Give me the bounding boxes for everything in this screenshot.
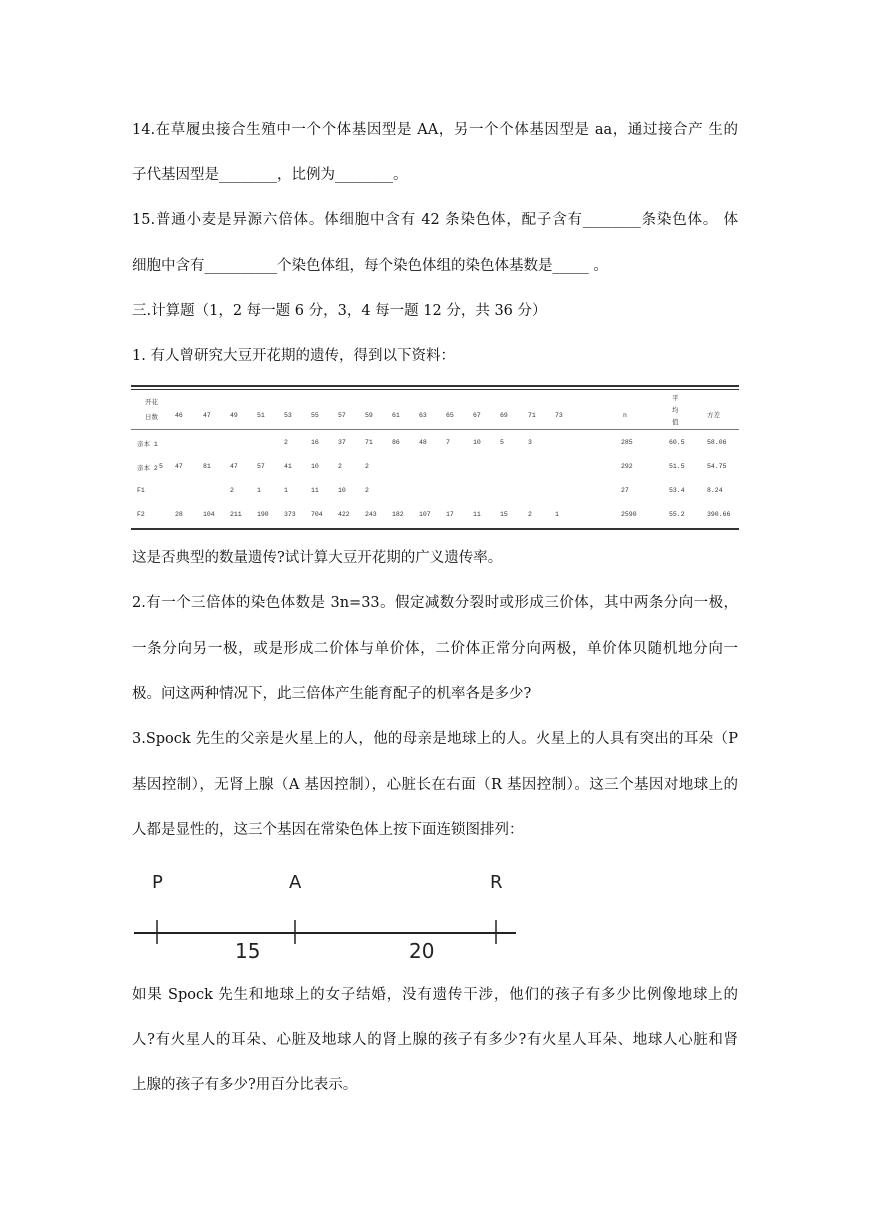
header-variance: 方差 <box>707 412 720 419</box>
row-variance: 8.24 <box>707 487 723 494</box>
table-cell: 5 <box>159 463 163 470</box>
header-day-46: 46 <box>175 412 183 419</box>
c3-line4: 如果 Spock 先生和地球上的女子结婚，没有遗传干涉，他们的孩子有多少比例像地球上的 <box>132 987 738 1003</box>
row-mean: 53.4 <box>669 487 685 494</box>
header-label-top: 开花 <box>145 399 158 406</box>
flowering-data-table <box>131 385 739 531</box>
table-cell: 10 <box>311 463 319 470</box>
table-cell: 37 <box>338 439 346 446</box>
table-cell: 243 <box>365 511 377 518</box>
table-cell: 10 <box>338 487 346 494</box>
header-day-67: 67 <box>473 412 481 419</box>
table-cell: 1 <box>555 511 559 518</box>
header-day-65: 65 <box>446 412 454 419</box>
header-day-61: 61 <box>392 412 400 419</box>
table-cell: 2 <box>365 463 369 470</box>
header-mean-bottom: 值 <box>672 419 679 426</box>
q15-line2: 细胞中含有__________个染色体组，每个染色体组的染色体基数是_____ 。 <box>132 258 608 274</box>
row-mean: 55.2 <box>669 511 685 518</box>
table-cell: 2 <box>365 487 369 494</box>
header-day-69: 69 <box>500 412 508 419</box>
table-header-rule <box>131 429 739 430</box>
header-day-51: 51 <box>257 412 265 419</box>
c2-line1: 2.有一个三倍体的染色体数是 3n=33。假定减数分裂时或形成三价体，其中两条分向一极， <box>132 595 738 611</box>
table-cell: 57 <box>257 463 265 470</box>
c3-line2: 基因控制），无肾上腺（A 基因控制），心脏长在右面（R 基因控制）。这三个基因对地球上的 <box>132 777 738 793</box>
table-cell: 7 <box>446 439 450 446</box>
table-bottom-rule <box>131 528 739 530</box>
header-day-53: 53 <box>284 412 292 419</box>
c2-line2: 一条分向另一极，或是形成二价体与单价体，二价体正常分向两极，单价体贝随机地分向一 <box>132 641 738 657</box>
table-cell: 5 <box>500 439 504 446</box>
table-cell: 2 <box>338 463 342 470</box>
table-cell: 86 <box>392 439 400 446</box>
header-mean-mid: 均 <box>672 407 679 414</box>
c3-line6: 上腺的孩子有多少?用百分比表示。 <box>132 1077 358 1093</box>
distance-label-ar: 20 <box>409 939 435 963</box>
c3-line5: 人?有火星人的耳朵、心脏及地球人的肾上腺的孩子有多少?有火星人耳朵、地球人心脏和肾 <box>132 1032 738 1048</box>
table-cell: 211 <box>230 511 242 518</box>
header-n: n <box>623 412 627 419</box>
table-cell: 422 <box>338 511 350 518</box>
c1-question: 这是否典型的数量遗传?试计算大豆开花期的广义遗传率。 <box>132 550 503 566</box>
linkage-map-diagram <box>130 866 530 966</box>
table-cell: 15 <box>500 511 508 518</box>
table-top-rule <box>131 385 739 387</box>
table-cell: 11 <box>473 511 481 518</box>
table-cell: 47 <box>175 463 183 470</box>
header-day-55: 55 <box>311 412 319 419</box>
table-cell: 2 <box>230 487 234 494</box>
header-day-57: 57 <box>338 412 346 419</box>
table-cell: 47 <box>230 463 238 470</box>
q15-line1: 15.普通小麦是异源六倍体。体细胞中含有 42 条染色体，配子含有________条染色体。 体 <box>132 212 738 228</box>
header-day-49: 49 <box>230 412 238 419</box>
header-day-63: 63 <box>419 412 427 419</box>
c3-line1: 3.Spock 先生的父亲是火星上的人，他的母亲是地球上的人。火星上的人具有突出的耳朵（P <box>132 731 738 747</box>
gene-label-r: R <box>490 872 503 893</box>
c2-line3: 极。问这两种情况下，此三倍体产生能育配子的机率各是多少? <box>132 686 532 702</box>
row-mean: 60.5 <box>669 439 685 446</box>
section3-title: 三.计算题（1，2 每一题 6 分，3，4 每一题 12 分，共 36 分） <box>132 303 547 319</box>
q14-line2: 子代基因型是________，比例为________。 <box>132 167 408 183</box>
row-label: 亲本 2 <box>137 465 158 472</box>
c1-intro: 1. 有人曾研究大豆开花期的遗传，得到以下资料： <box>132 348 455 364</box>
row-label: 亲本 1 <box>137 441 158 448</box>
row-n: 292 <box>621 463 633 470</box>
row-n: 285 <box>621 439 633 446</box>
gene-label-a: A <box>289 872 302 893</box>
table-cell: 10 <box>473 439 481 446</box>
table-cell: 16 <box>311 439 319 446</box>
table-cell: 2 <box>284 439 288 446</box>
table-top-rule-2 <box>131 389 739 390</box>
table-cell: 81 <box>203 463 211 470</box>
table-cell: 104 <box>203 511 215 518</box>
table-cell: 190 <box>257 511 269 518</box>
row-variance: 390.66 <box>707 511 731 518</box>
header-mean-top: 平 <box>672 395 679 402</box>
table-cell: 182 <box>392 511 404 518</box>
header-day-71: 71 <box>528 412 536 419</box>
header-day-59: 59 <box>365 412 373 419</box>
row-label: F2 <box>137 511 145 518</box>
gene-label-p: P <box>152 872 163 893</box>
table-cell: 41 <box>284 463 292 470</box>
row-variance: 54.75 <box>707 463 727 470</box>
table-cell: 2 <box>528 511 532 518</box>
q14-line1: 14.在草履虫接合生殖中一个个体基因型是 AA，另一个个体基因型是 aa，通过接合产 生的 <box>132 122 738 138</box>
header-day-47: 47 <box>203 412 211 419</box>
row-n: 2590 <box>621 511 637 518</box>
table-cell: 11 <box>311 487 319 494</box>
row-mean: 51.5 <box>669 463 685 470</box>
table-cell: 28 <box>175 511 183 518</box>
row-n: 27 <box>621 487 629 494</box>
table-cell: 3 <box>528 439 532 446</box>
table-cell: 71 <box>365 439 373 446</box>
row-variance: 58.06 <box>707 439 727 446</box>
table-cell: 107 <box>419 511 431 518</box>
table-cell: 48 <box>419 439 427 446</box>
table-cell: 17 <box>446 511 454 518</box>
table-cell: 1 <box>257 487 261 494</box>
table-cell: 1 <box>284 487 288 494</box>
table-cell: 704 <box>311 511 323 518</box>
header-label-bottom: 日数 <box>145 414 158 421</box>
header-day-73: 73 <box>555 412 563 419</box>
table-cell: 373 <box>284 511 296 518</box>
c3-line3: 人都是显性的，这三个基因在常染色体上按下面连锁图排列： <box>132 822 524 838</box>
row-label: F1 <box>137 487 145 494</box>
distance-label-pa: 15 <box>235 939 261 963</box>
